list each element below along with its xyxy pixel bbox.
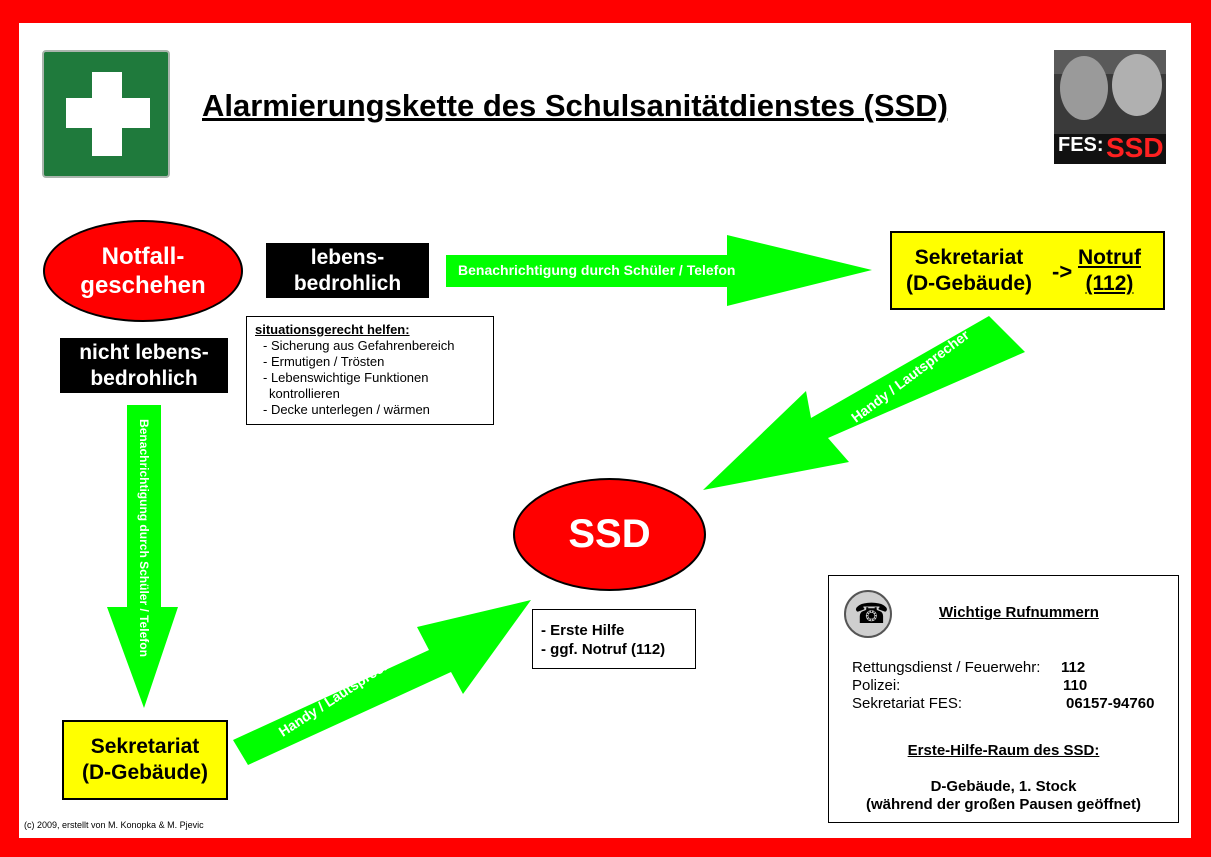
ssd-task: - Erste Hilfe bbox=[541, 622, 625, 639]
info-heading: Wichtige Rufnummern bbox=[939, 604, 1099, 621]
arrow-diag-left-label: Handy / Lautsprecher bbox=[275, 648, 405, 740]
room-line2: (während der großen Pausen geöffnet) bbox=[865, 796, 1142, 813]
sekretariat-top-line1: Sekretariat bbox=[914, 246, 1024, 269]
telephone-icon: ☎ bbox=[844, 590, 892, 638]
arrow-diag-right-label: Handy / Lautsprecher bbox=[848, 326, 972, 426]
sekretariat-bottom-box: Sekretariat (D-Gebäude) bbox=[62, 720, 228, 800]
help-item: - Lebenswichtige Funktionen kontrollieren bbox=[263, 370, 429, 401]
number-label: Sekretariat FES: bbox=[852, 695, 963, 712]
logo-fes-text: FES: bbox=[1058, 134, 1104, 156]
ssd-label: SSD bbox=[568, 512, 651, 556]
ssd-tasks-box bbox=[532, 609, 696, 669]
sekretariat-notruf-box bbox=[890, 231, 1165, 310]
nicht-lebensbedrohlich-label: nicht lebens- bedrohlich bbox=[60, 338, 228, 393]
first-aid-sign-icon bbox=[42, 50, 170, 178]
number-value: 110 bbox=[1063, 677, 1088, 694]
fes-ssd-logo bbox=[1054, 50, 1166, 164]
logo-ssd-text: SSD bbox=[1106, 132, 1164, 163]
copyright: (c) 2009, erstellt von M. Konopka & M. Pjevic bbox=[24, 820, 204, 830]
sekretariat-top-line2: (D-Gebäude) bbox=[906, 272, 1032, 295]
number-label: Rettungsdienst / Feuerwehr: bbox=[852, 659, 1041, 676]
notfall-node bbox=[43, 220, 243, 322]
arrow-vertical-label: Benachrichtigung durch Schüler / Telefon bbox=[137, 419, 151, 657]
number-value: 06157-94760 bbox=[1066, 695, 1155, 712]
arrow-top-label: Benachrichtigung durch Schüler / Telefon bbox=[458, 262, 736, 278]
room-heading: Erste-Hilfe-Raum des SSD: bbox=[907, 742, 1100, 759]
help-item: - Ermutigen / Trösten bbox=[263, 354, 385, 369]
ssd-task: - ggf. Notruf (112) bbox=[541, 641, 666, 658]
info-box bbox=[828, 575, 1179, 823]
number-label: Polizei: bbox=[852, 677, 901, 694]
notruf-line2: (112) bbox=[1085, 272, 1134, 295]
notfall-label: Notfall- geschehen bbox=[80, 243, 206, 299]
help-heading: situationsgerecht helfen: bbox=[255, 322, 410, 337]
help-box bbox=[246, 316, 494, 425]
arrow-symbol: -> bbox=[1052, 259, 1073, 284]
notruf-line1: Notruf bbox=[1078, 246, 1141, 269]
page-title: Alarmierungskette des Schulsanitätdienstes (SSD) bbox=[202, 88, 948, 123]
help-item: - Decke unterlegen / wärmen bbox=[263, 402, 430, 417]
help-item: - Sicherung aus Gefahrenbereich bbox=[263, 338, 455, 353]
number-value: 112 bbox=[1061, 659, 1086, 676]
ssd-node bbox=[513, 478, 706, 591]
arrow-diag-left bbox=[233, 600, 531, 765]
lebensbedrohlich-label: lebens- bedrohlich bbox=[266, 243, 429, 298]
room-line1: D-Gebäude, 1. Stock bbox=[930, 778, 1077, 795]
